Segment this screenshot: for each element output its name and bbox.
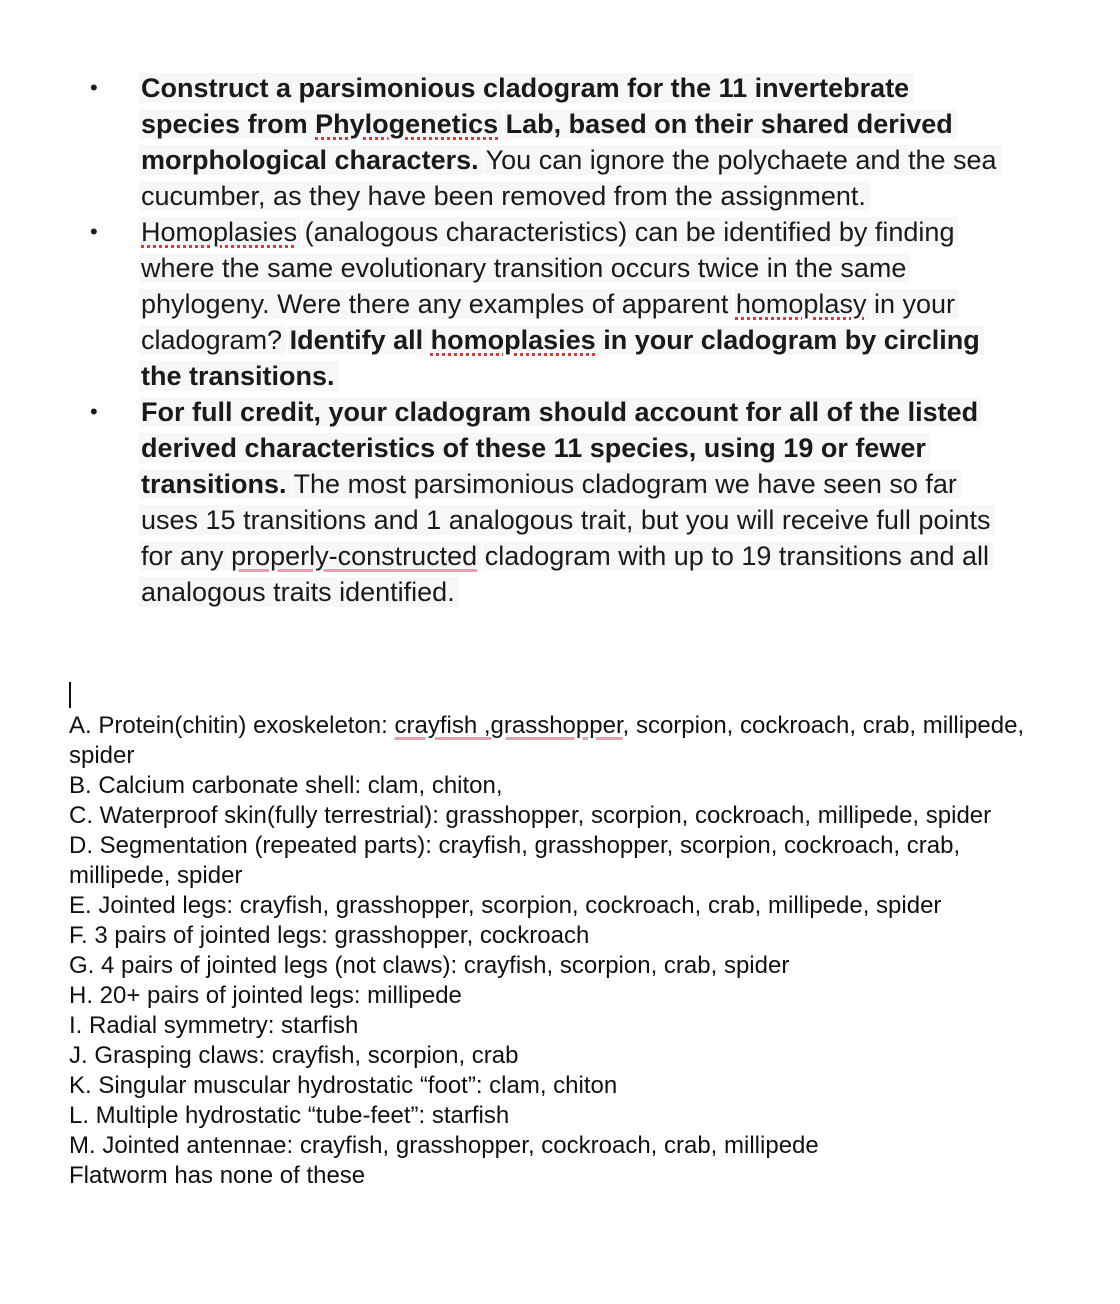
bold-text: in your cladogram by circling the transitions. (141, 325, 980, 391)
bold-text: Construct a parsimonious cladogram for the 11 invertebrate species from (141, 73, 910, 139)
spellcheck-word[interactable]: homoplasy (735, 289, 867, 319)
trait-item-i: I. Radial symmetry: starfish (69, 1012, 359, 1039)
trait-note-flatworm: Flatworm has none of these (69, 1162, 366, 1189)
body-text: (analogous characteristics) can be identified by finding where the same evolutionary transition occurs twice in the same phylogeny. Were there any examples of apparent (141, 217, 955, 319)
spellcheck-word[interactable]: homoplasies (430, 325, 596, 355)
instructions-bullet-list (0, 70, 1120, 610)
trait-item-k: K. Singular muscular hydrostatic “foot”: clam, chiton (69, 1072, 618, 1099)
trait-item-b: B. Calcium carbonate shell: clam, chiton, (69, 772, 503, 799)
bullet-item-full-credit (0, 394, 1011, 610)
spellcheck-word[interactable]: Phylogenetics (315, 109, 499, 139)
spellcheck-word[interactable]: Homoplasies (141, 217, 298, 247)
bullet-dot: • (90, 75, 98, 100)
grammar-suggestion-word[interactable]: properly-constructed (231, 541, 478, 571)
bold-text: Lab, based on their shared derived morphological characters. (141, 109, 953, 175)
bullet-item-homoplasies (0, 214, 1011, 394)
trait-item-d: D. Segmentation (repeated parts): crayfish, grasshopper, scorpion, cockroach, crab, millipede, spider (69, 832, 961, 889)
grammar-suggestion-word[interactable]: crayfish ,grasshopper (394, 712, 623, 739)
trait-item-e: E. Jointed legs: crayfish, grasshopper, scorpion, cockroach, crab, millipede, spider (69, 892, 942, 919)
trait-item-l: L. Multiple hydrostatic “tube-feet”: starfish (69, 1102, 510, 1129)
trait-item-h: H. 20+ pairs of jointed legs: millipede (69, 982, 462, 1009)
bullet-dot: • (90, 399, 98, 424)
derived-characters-list[interactable] (69, 711, 1049, 1191)
bullet-paragraph[interactable] (141, 394, 1011, 610)
trait-item-m: M. Jointed antennae: crayfish, grasshopper, cockroach, crab, millipede (69, 1132, 819, 1159)
trait-text: , scorpion, cockroach, crab, millipede, spider (69, 712, 1025, 769)
trait-item-c: C. Waterproof skin(fully terrestrial): grasshopper, scorpion, cockroach, millipede, spider (69, 802, 992, 829)
bold-text: For full credit, your cladogram should account for all of the listed derived characteristics of these 11 species, using 19 or fewer transitions. (141, 397, 979, 499)
body-text: cladogram with up to 19 transitions and all analogous traits identified. (141, 541, 989, 607)
body-text: You can ignore the polychaete and the sea cucumber, as they have been removed from the assignment. (141, 145, 997, 211)
body-text: in your cladogram? (141, 289, 956, 355)
text-cursor (69, 682, 71, 708)
body-text: The most parsimonious cladogram we have seen so far uses 15 transitions and 1 analogous trait, but you will receive full points for any (141, 469, 991, 571)
bullet-paragraph[interactable] (141, 214, 1011, 394)
trait-item-a (69, 711, 1049, 771)
bold-text: Identify all (289, 325, 424, 355)
trait-text: A. Protein(chitin) exoskeleton: (69, 712, 388, 739)
bullet-paragraph[interactable] (141, 70, 1011, 214)
trait-item-f: F. 3 pairs of jointed legs: grasshopper, cockroach (69, 922, 590, 949)
trait-item-g: G. 4 pairs of jointed legs (not claws): crayfish, scorpion, crab, spider (69, 952, 790, 979)
bullet-item-construct (0, 70, 1011, 214)
bullet-dot: • (90, 219, 98, 244)
trait-item-j: J. Grasping claws: crayfish, scorpion, crab (69, 1042, 519, 1069)
